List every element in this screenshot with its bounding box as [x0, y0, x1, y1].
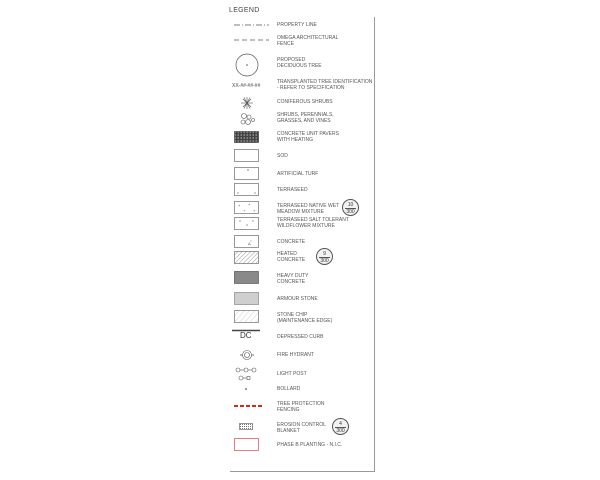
sheet-number: 300: [336, 428, 345, 434]
legend-row-concrete: [230, 235, 375, 249]
legend-label: BOLLARD: [277, 386, 301, 392]
armour-stone-icon: [234, 292, 262, 306]
svg-text:+: +: [238, 203, 241, 208]
legend-label: OMEGA ARCHITECTURAL FENCE: [277, 35, 339, 47]
coniferous-shrub-icon: [234, 96, 262, 110]
legend-label: TRANSPLANTED TREE IDENTIFICATION - REFER TO SPECIFICATION: [277, 79, 373, 91]
sheet-number: 300: [320, 258, 329, 264]
stone-chip-icon: [234, 310, 262, 324]
legend-row-tree-protection: [230, 400, 375, 414]
legend-label: TERRASEED: [277, 187, 308, 193]
artificial-turf-icon: [234, 167, 262, 181]
depressed-curb-code: DC: [240, 331, 252, 340]
legend-row-depressed-curb: [230, 329, 375, 343]
legend-label: STONE CHIP (MAINTENANCE EDGE): [277, 312, 333, 324]
legend-row-shrubs-perennials: [230, 112, 375, 126]
detail-number: 4: [339, 421, 342, 427]
legend-label: FIRE HYDRANT: [277, 352, 314, 358]
legend-label: HEAVY DUTY CONCRETE: [277, 273, 309, 285]
legend-row-heated-concrete: [230, 251, 375, 271]
legend-row-terraseed: [230, 183, 375, 197]
phase-b-icon: [234, 438, 262, 452]
svg-text:Δ: Δ: [248, 241, 251, 246]
legend-row-bollard: [230, 383, 375, 397]
svg-text:+: +: [253, 208, 256, 213]
legend-label: LIGHT POST: [277, 371, 307, 377]
detail-callout-badge[interactable]: [332, 418, 349, 435]
heated-pavers-icon: [234, 131, 262, 145]
legend-label: TREE PROTECTION FENCING: [277, 401, 325, 413]
legend-row-omega-fence: [230, 35, 375, 49]
legend-row-transplanted-tree: [230, 79, 375, 93]
legend-row-fire-hydrant: [230, 348, 375, 362]
legend-label: HEATED CONCRETE: [277, 251, 306, 263]
legend-label: DEPRESSED CURB: [277, 334, 324, 340]
depressed-curb-icon: [232, 329, 262, 343]
shrubs-perennials-icon: [234, 112, 262, 126]
legend-row-terraseed-wildflower: [230, 217, 375, 231]
legend-row-stone-chip: [230, 310, 375, 324]
legend-label: EROSION CONTROL BLANKET: [277, 422, 326, 434]
legend-row-phase-b: [230, 438, 375, 452]
legend-row-erosion-blanket: [230, 420, 375, 440]
legend-row-coniferous-shrubs: [230, 96, 375, 110]
legend-row-armour-stone: [230, 292, 375, 306]
svg-text:*: *: [247, 169, 249, 175]
legend-panel: [230, 17, 375, 472]
legend-label: SOD: [277, 153, 288, 159]
legend-row-property-line: [230, 20, 375, 34]
legend-label: ARTIFICIAL TURF: [277, 171, 319, 177]
svg-text:+: +: [243, 208, 246, 213]
legend-label: PHASE B PLANTING - N.I.C.: [277, 442, 343, 448]
legend-label: SHRUBS, PERENNIALS, GRASSES, AND VINES: [277, 112, 334, 124]
legend-row-deciduous-tree: [230, 53, 375, 77]
legend-row-artificial-turf: [230, 167, 375, 181]
omega-fence-icon: [234, 35, 262, 49]
legend-label: PROPERTY LINE: [277, 22, 317, 28]
legend-label: TERRASEED NATIVE WET MEADOW MIXTURE: [277, 203, 340, 215]
terraseed-icon: [234, 183, 262, 197]
light-post-icon: [234, 365, 262, 383]
tree-protection-icon: [234, 400, 262, 414]
sheet-number: 300: [346, 209, 355, 215]
erosion-blanket-icon: [234, 420, 262, 434]
property-line-icon: [234, 20, 262, 34]
legend-label: TERRASEED SALT TOLERANT WILDFLOWER MIXTURE: [277, 217, 349, 229]
detail-number: 10: [347, 202, 354, 208]
svg-text:+: +: [248, 202, 251, 207]
legend-row-heated-pavers: [230, 131, 375, 145]
legend-row-heavy-duty-concrete: [230, 271, 375, 285]
terraseed-wildflower-icon: [234, 217, 262, 231]
bollard-icon: [234, 383, 262, 397]
legend-label: PROPOSED DECIDUOUS TREE: [277, 57, 322, 69]
legend-row-light-post: [230, 365, 375, 383]
legend-title: LEGEND: [229, 7, 260, 14]
heated-concrete-icon: [234, 251, 262, 265]
legend-label: ARMOUR STONE: [277, 296, 318, 302]
heavy-duty-concrete-icon: [234, 271, 262, 285]
fire-hydrant-icon: [234, 348, 262, 362]
concrete-icon: [234, 235, 262, 249]
sod-icon: [234, 149, 262, 163]
legend-label: CONCRETE UNIT PAVERS WITH HEATING: [277, 131, 339, 143]
detail-callout-badge[interactable]: [342, 199, 359, 216]
transplanted-tree-icon: XX-##-##-##: [232, 83, 261, 89]
legend-row-sod: [230, 149, 375, 163]
legend-label: CONCRETE: [277, 239, 306, 245]
detail-callout-badge[interactable]: [316, 248, 333, 265]
deciduous-tree-icon: [234, 53, 262, 77]
legend-label: CONIFEROUS SHRUBS: [277, 99, 333, 105]
detail-number: 9: [323, 251, 326, 257]
terraseed-meadow-icon: [234, 201, 262, 215]
